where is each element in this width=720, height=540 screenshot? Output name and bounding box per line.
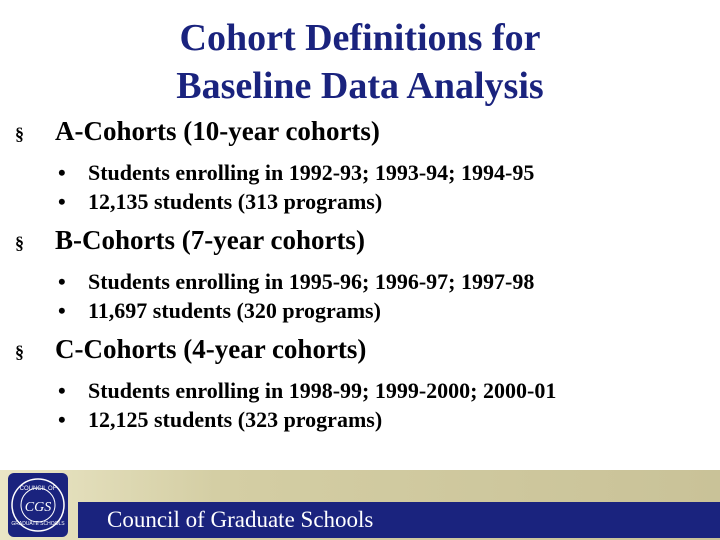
section-b-cohorts	[15, 223, 705, 324]
cgs-seal-logo	[8, 473, 68, 537]
bullet-icon: •	[58, 407, 66, 432]
list-item	[58, 297, 705, 324]
section-heading: B-Cohorts (7-year cohorts)	[55, 225, 365, 255]
list-item	[58, 406, 705, 433]
title-line-2: Baseline Data Analysis	[176, 65, 544, 107]
list-item-text: 11,697 students (320 programs)	[88, 298, 381, 323]
list-item	[58, 377, 705, 404]
list-item-text: Students enrolling in 1998-99; 1999-2000; 2000-01	[88, 378, 557, 403]
list-item-text: Students enrolling in 1992-93; 1993-94; 1994-95	[88, 160, 535, 185]
section-c-cohorts	[15, 332, 705, 433]
list-item	[58, 268, 705, 295]
list-item	[58, 159, 705, 186]
list-item	[58, 188, 705, 215]
bullet-icon: •	[58, 269, 66, 294]
bullet-icon: •	[58, 189, 66, 214]
seal-center-text: CGS	[24, 500, 52, 515]
section-a-cohorts	[15, 114, 705, 215]
list-item-text: 12,135 students (313 programs)	[88, 189, 383, 214]
slide-title	[0, 14, 720, 110]
bullet-icon: •	[58, 298, 66, 323]
seal-graphic	[8, 473, 68, 537]
bullet-icon: •	[58, 160, 66, 185]
title-line-1: Cohort Definitions for	[179, 17, 541, 59]
slide-content	[15, 114, 705, 441]
section-heading: A-Cohorts (10-year cohorts)	[55, 116, 380, 146]
square-bullet-icon: §	[15, 233, 24, 253]
square-bullet-icon: §	[15, 124, 24, 144]
bullet-icon: •	[58, 378, 66, 403]
square-bullet-icon: §	[15, 342, 24, 362]
section-heading: C-Cohorts (4-year cohorts)	[55, 334, 367, 364]
list-item-text: 12,125 students (323 programs)	[88, 407, 383, 432]
seal-bottom-text: GRADUATE SCHOOLS	[11, 521, 65, 527]
org-name: Council of Graduate Schools	[107, 507, 374, 532]
list-item-text: Students enrolling in 1995-96; 1996-97; 1997-98	[88, 269, 535, 294]
seal-top-text: COUNCIL OF	[19, 486, 57, 492]
